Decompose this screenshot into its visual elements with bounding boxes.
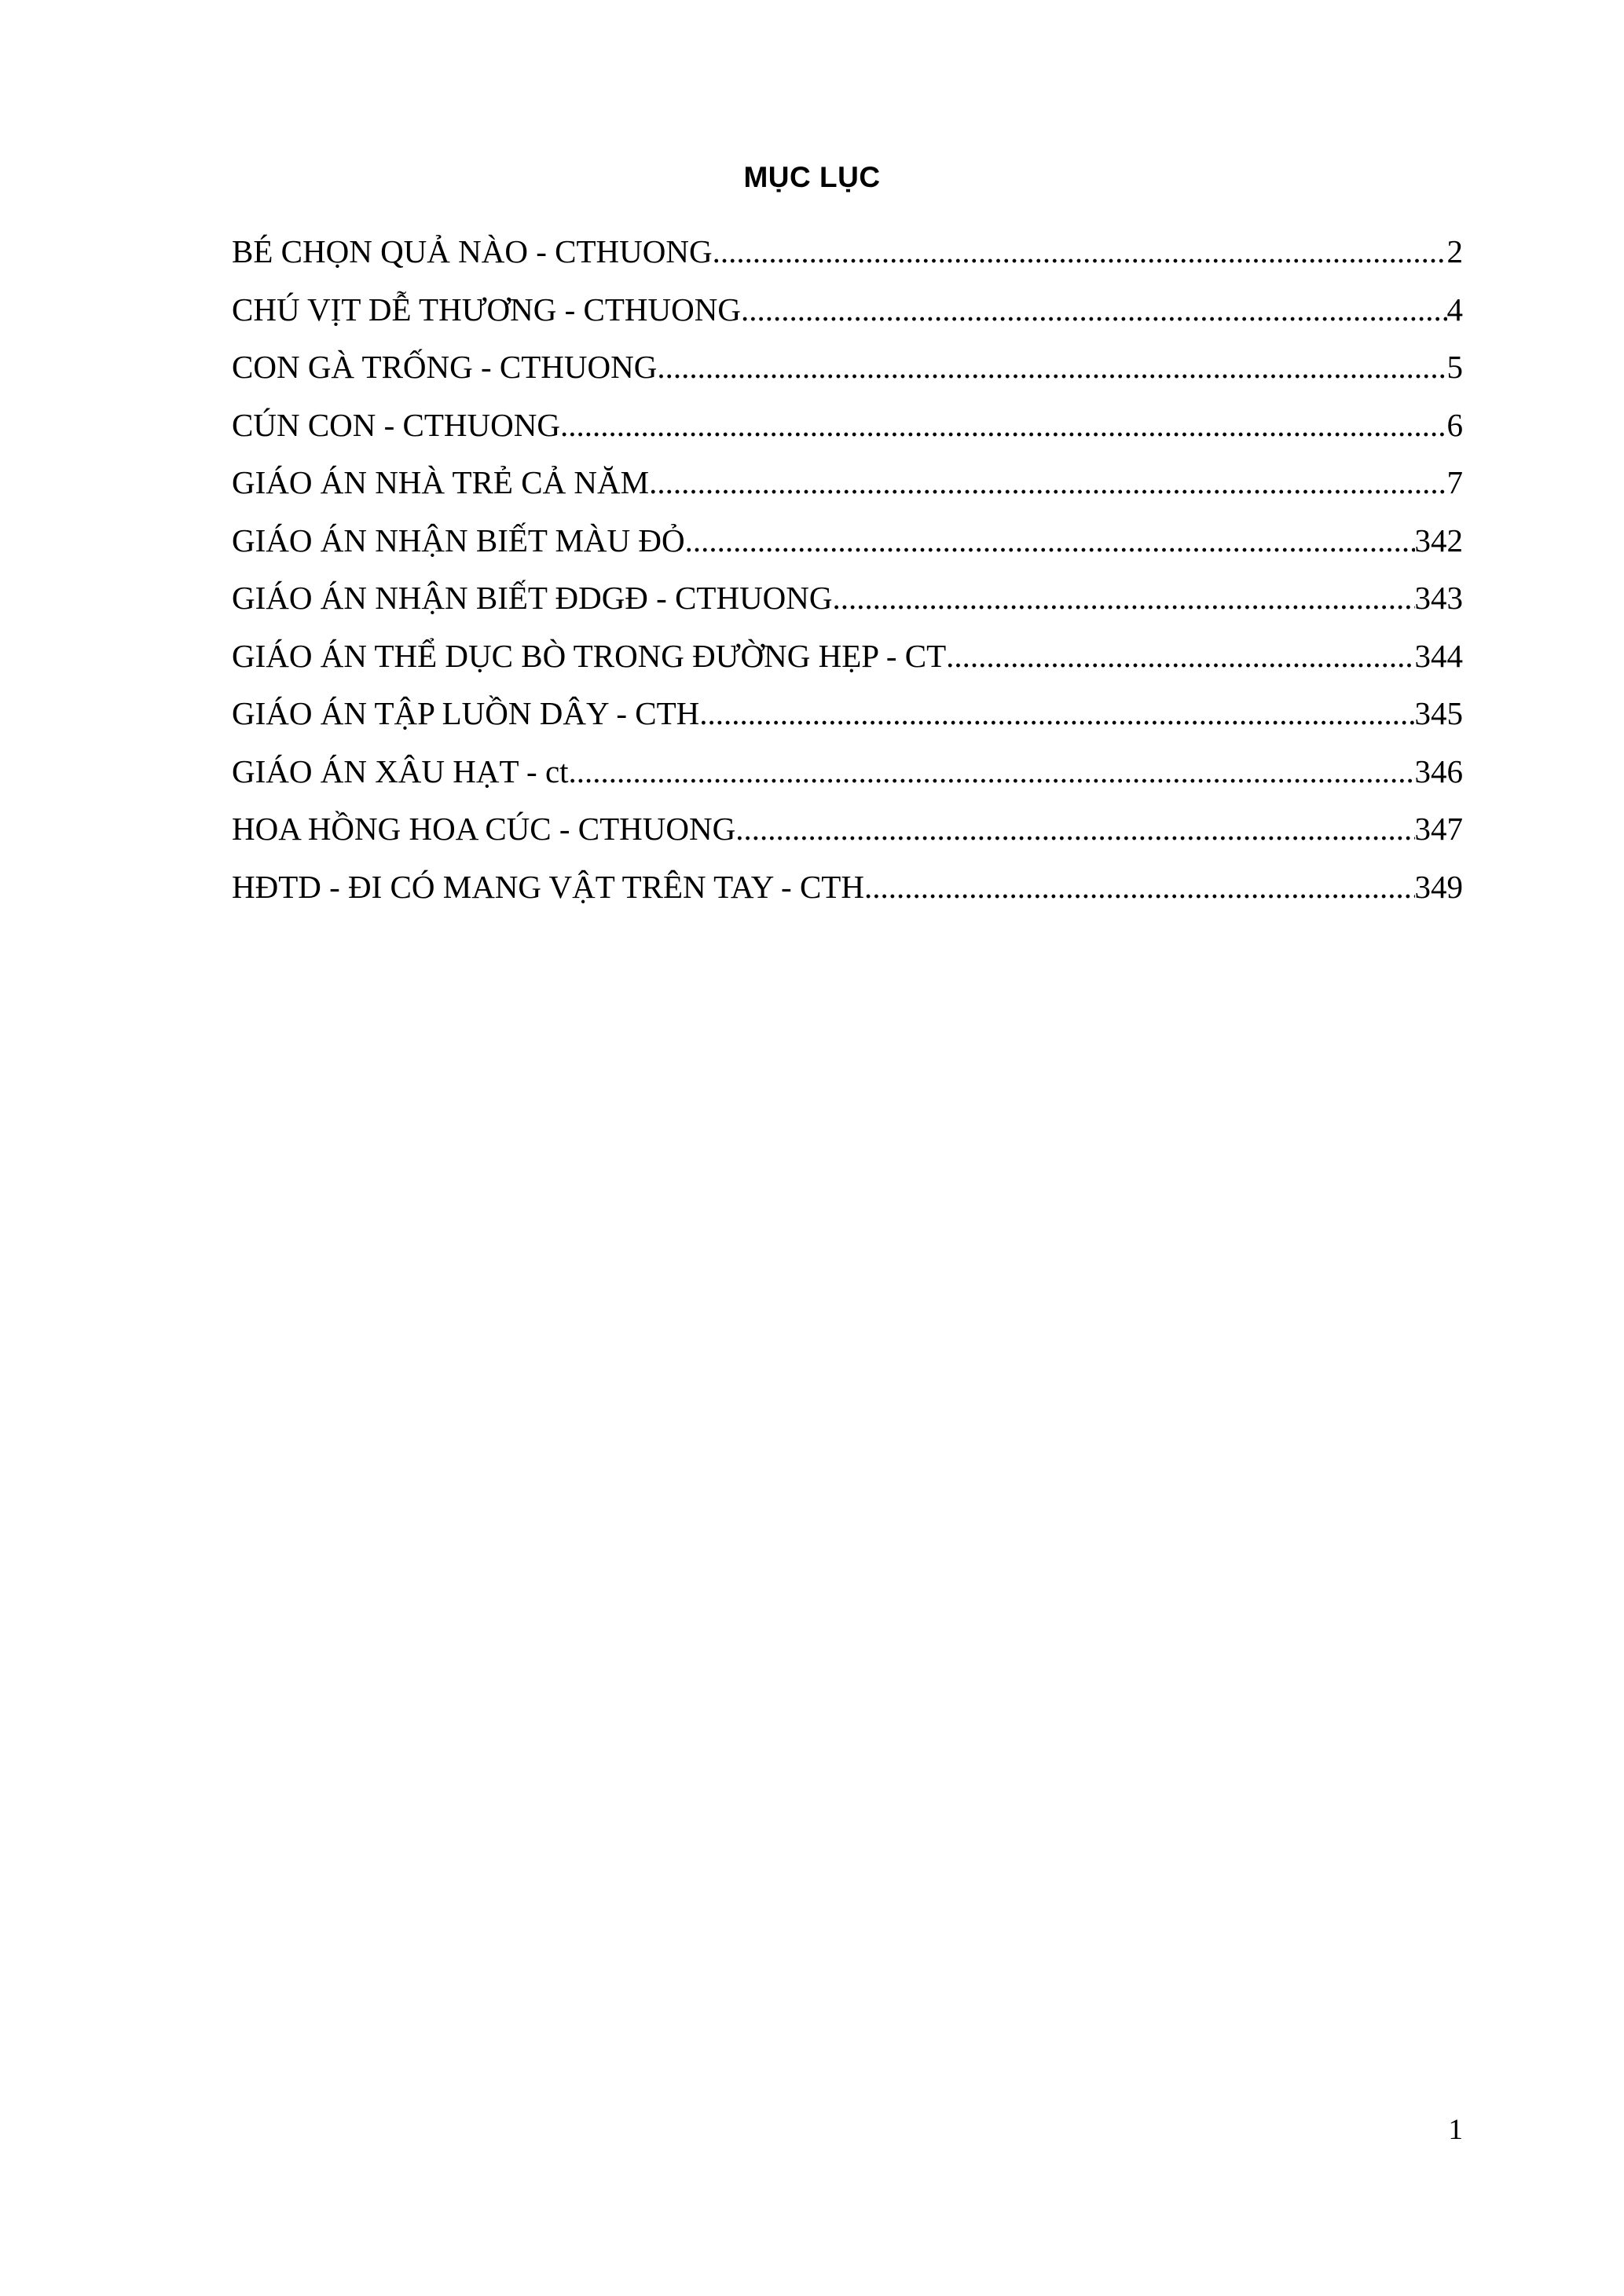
toc-entry[interactable] [232, 631, 1463, 689]
toc-entry[interactable] [232, 862, 1463, 920]
toc-entry-page-number: 2 [1446, 233, 1463, 269]
toc-entry-page-number: 343 [1414, 580, 1463, 616]
toc-entry-page-number: 345 [1414, 695, 1463, 731]
toc-entry-page-number: 344 [1414, 637, 1463, 674]
toc-title: MỤC LỤC [743, 161, 881, 193]
toc-dot-leader [735, 804, 1414, 854]
table-of-contents [232, 226, 1463, 919]
toc-entry[interactable] [232, 573, 1463, 631]
toc-dot-leader [833, 573, 1415, 623]
toc-entry-label: GIÁO ÁN THỂ DỤC BÒ TRONG ĐƯỜNG HẸP - CT [232, 637, 947, 674]
toc-dot-leader [569, 746, 1415, 796]
toc-entry-label: GIÁO ÁN NHẬN BIẾT ĐDGĐ - CTHUONG [232, 580, 833, 616]
toc-entry-label: GIÁO ÁN TẬP LUỒN DÂY - CTH [232, 695, 700, 731]
toc-dot-leader [741, 284, 1447, 335]
toc-entry-label: BÉ CHỌN QUẢ NÀO - CTHUONG [232, 233, 713, 269]
toc-entry-page-number: 342 [1414, 522, 1463, 558]
toc-dot-leader [685, 515, 1415, 566]
toc-entry[interactable] [232, 226, 1463, 284]
toc-dot-leader [864, 862, 1415, 912]
toc-entry-label: CON GÀ TRỐNG - CTHUONG [232, 349, 658, 385]
toc-dot-leader [649, 457, 1446, 507]
toc-dot-leader [657, 342, 1446, 392]
toc-entry[interactable] [232, 515, 1463, 573]
toc-entry[interactable] [232, 746, 1463, 804]
toc-entry-label: CÚN CON - CTHUONG [232, 406, 560, 443]
toc-entry[interactable] [232, 284, 1463, 342]
toc-entry-page-number: 4 [1446, 291, 1463, 328]
toc-entry-label: GIÁO ÁN NHẬN BIẾT MÀU ĐỎ [232, 522, 685, 558]
toc-entry-page-number: 5 [1446, 349, 1463, 385]
toc-entry-page-number: 6 [1446, 406, 1463, 443]
toc-entry-label: GIÁO ÁN NHÀ TRẺ CẢ NĂM [232, 464, 650, 500]
toc-entry[interactable] [232, 804, 1463, 862]
toc-entry-label: HĐTD - ĐI CÓ MANG VẬT TRÊN TAY - CTH [232, 868, 864, 905]
toc-entry-label: GIÁO ÁN XÂU HẠT - ct [232, 753, 569, 789]
toc-entry-page-number: 7 [1446, 464, 1463, 500]
toc-entry-label: CHÚ VỊT DỄ THƯƠNG - CTHUONG [232, 291, 741, 328]
toc-entry-label: HOA HỒNG HOA CÚC - CTHUONG [232, 811, 736, 847]
toc-dot-leader [699, 688, 1414, 738]
toc-entry-page-number: 349 [1414, 868, 1463, 905]
toc-entry[interactable] [232, 400, 1463, 458]
toc-entry[interactable] [232, 457, 1463, 515]
toc-dot-leader [713, 226, 1447, 276]
toc-entry[interactable] [232, 688, 1463, 746]
page-number: 1 [1448, 2114, 1463, 2146]
toc-entry-page-number: 346 [1414, 753, 1463, 789]
toc-dot-leader [560, 400, 1447, 450]
toc-dot-leader [946, 631, 1414, 681]
toc-entry[interactable] [232, 342, 1463, 400]
toc-entry-page-number: 347 [1414, 811, 1463, 847]
